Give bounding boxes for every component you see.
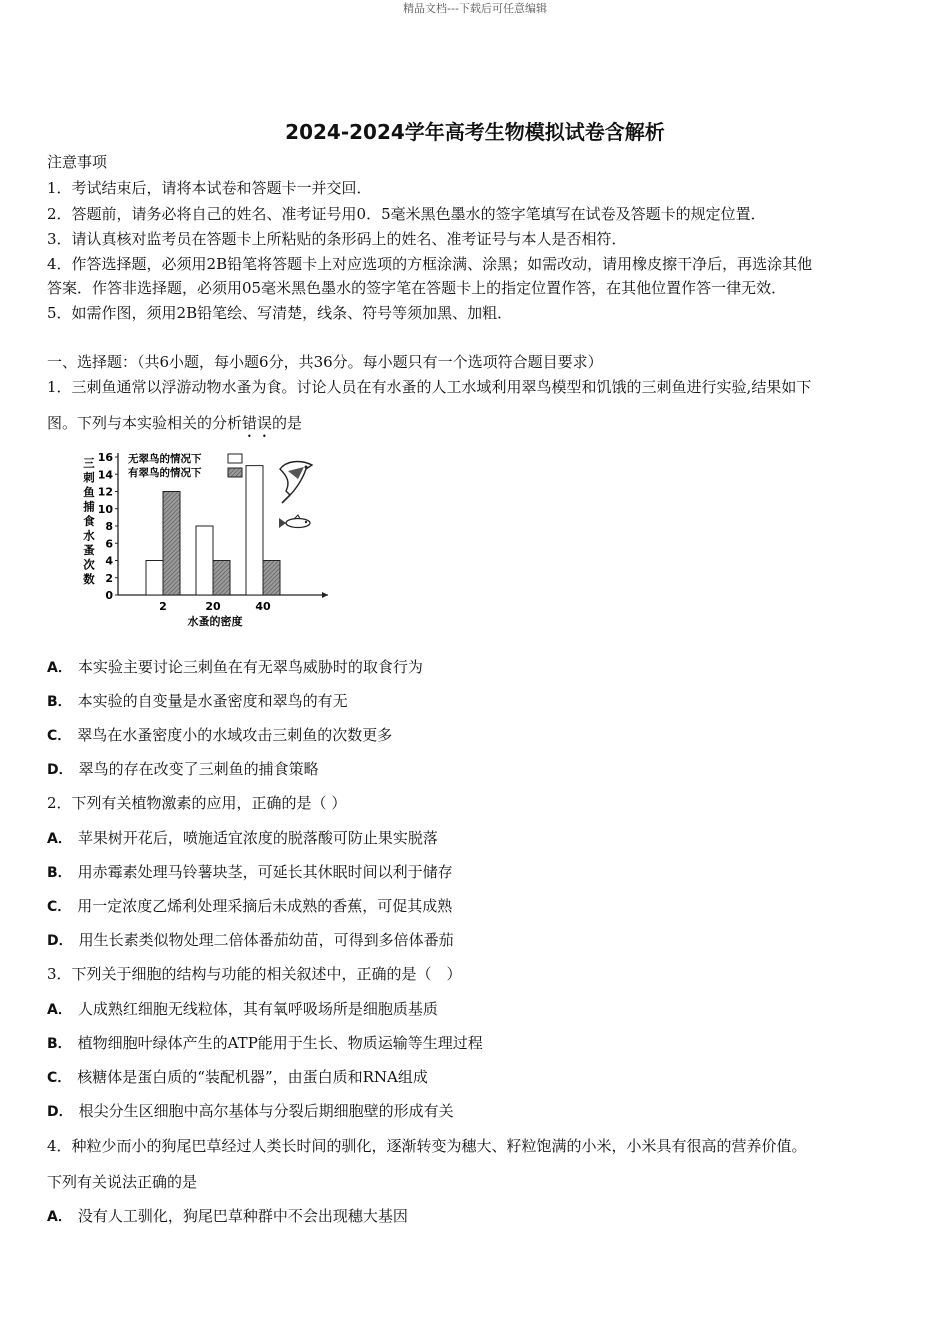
y-axis-label-char: 鱼	[83, 485, 95, 499]
q1-stem: 1．三刺鱼通常以浮游动物水蚤为食。讨论人员在有水蚤的人工水域利用翠鸟模型和饥饿的三刺鱼进行实验,结果如下	[47, 378, 812, 396]
legend-swatch	[228, 454, 242, 463]
y-tick-label: 4	[105, 554, 113, 568]
q2-option-d[interactable]: D． 用生长素类似物处理二倍体番茄幼苗，可得到多倍体番茄	[47, 931, 454, 949]
q3-stem: 3．下列关于细胞的结构与功能的相关叙述中，正确的是（ ）	[47, 965, 462, 983]
q4-option-a[interactable]: A． 没有人工驯化，狗尾巴草种群中不会出现穗大基因	[47, 1207, 408, 1225]
q4-stem-line2: 下列有关说法正确的是	[47, 1173, 198, 1191]
q2-option-c[interactable]: C． 用一定浓度乙烯利处理采摘后未成熟的香蕉，可促其成熟	[47, 897, 453, 915]
q1-option-c[interactable]: C． 翠鸟在水蚤密度小的水域攻击三刺鱼的次数更多	[47, 726, 393, 744]
notice-item: 3．请认真核对监考员在答题卡上所粘贴的条形码上的姓名、准考证号与本人是否相符．	[47, 230, 627, 248]
y-axis-label-char: 蚤	[83, 543, 95, 557]
q4-stem: 4．种粒少而小的狗尾巴草经过人类长时间的驯化，逐渐转变为穗大、籽粒饱满的小米，小米具有很高的营养价值。	[47, 1137, 807, 1155]
legend	[128, 452, 242, 479]
x-axis-label: 水蚤的密度	[187, 615, 243, 628]
y-axis-label-char: 捕	[83, 499, 95, 514]
notice-item: 1．考试结束后，请将本试卷和答题卡一并交回．	[47, 179, 372, 197]
q2-option-b[interactable]: B． 用赤霉素处理马铃薯块茎，可延长其休眠时间以利于储存	[47, 863, 453, 881]
x-axis-arrow	[322, 592, 328, 598]
q3-option-d[interactable]: D． 根尖分生区细胞中高尔基体与分裂后期细胞壁的形成有关	[47, 1102, 454, 1120]
bars	[146, 466, 280, 595]
bar	[246, 466, 263, 595]
bar	[263, 561, 280, 596]
section-heading: 一、选择题：（共6小题，每小题6分，共36分。每小题只有一个选项符合题目要求）	[47, 353, 603, 371]
q2-stem: 2．下列有关植物激素的应用，正确的是（ ）	[47, 794, 347, 812]
legend-swatch	[228, 468, 242, 477]
legend-label: 无翠鸟的情况下	[128, 453, 202, 465]
y-ticks	[98, 451, 118, 602]
x-tick-label: 20	[205, 600, 221, 613]
q1-option-a[interactable]: A． 本实验主要讨论三刺鱼在有无翠鸟威胁时的取食行为	[47, 658, 423, 676]
legend-label: 有翠鸟的情况下	[128, 467, 202, 479]
q1-stem-emphasis: 错误	[242, 414, 273, 432]
notice-item: 2．答题前，请务必将自己的姓名、准考证号用0．5毫米黑色墨水的签字笔填写在试卷及答题卡的规定位置．	[47, 205, 766, 223]
x-tick-label: 40	[255, 600, 271, 613]
notice-heading: 注意事项	[47, 153, 108, 171]
y-tick-label: 6	[105, 537, 113, 551]
y-tick-label: 0	[105, 589, 113, 602]
page-title: 2024-2024学年高考生物模拟试卷含解析	[285, 120, 665, 144]
y-axis-label-char: 刺	[83, 470, 95, 485]
x-ticks	[159, 600, 271, 613]
y-tick-label: 8	[105, 520, 113, 533]
y-tick-label: 10	[97, 502, 113, 516]
bar	[213, 561, 230, 596]
q1-option-d[interactable]: D． 翠鸟的存在改变了三刺鱼的捕食策略	[47, 760, 319, 778]
q1-option-b[interactable]: B． 本实验的自变量是水蚤密度和翠鸟的有无	[47, 692, 348, 710]
y-tick-label: 2	[105, 571, 113, 585]
y-tick-label: 16	[97, 451, 113, 464]
notice-item: 5．如需作图，须用2B铅笔绘、写清楚，线条、符号等须加黑、加粗．	[47, 304, 513, 322]
q3-option-a[interactable]: A． 人成熟红细胞无线粒体，其有氧呼吸场所是细胞质基质	[47, 1000, 438, 1018]
q3-option-c[interactable]: C． 核糖体是蛋白质的“装配机器”，由蛋白质和RNA组成	[47, 1068, 428, 1086]
y-tick-label: 14	[97, 468, 113, 482]
q1-stem-line2	[47, 413, 302, 441]
x-tick-label: 2	[159, 600, 167, 613]
y-axis-label-char: 数	[83, 572, 95, 586]
y-axis-label	[82, 456, 95, 586]
y-axis-label-char: 次	[83, 557, 95, 572]
bar	[146, 561, 163, 596]
notice-item: 4．作答选择题，必须用2B铅笔将答题卡上对应选项的方框涂满、涂黑；如需改动，请用橡皮擦干净后，再选涂其他	[47, 255, 813, 273]
q2-option-a[interactable]: A． 苹果树开花后，喷施适宜浓度的脱落酸可防止果实脱落	[47, 829, 438, 847]
fish-icon	[279, 515, 310, 528]
kingfisher-icon	[280, 462, 312, 503]
bar-chart-svg	[78, 447, 340, 633]
bar	[163, 492, 180, 596]
q1-stem-post: 的是	[272, 414, 303, 432]
bar-chart	[78, 447, 340, 633]
q3-option-b[interactable]: B． 植物细胞叶绿体产生的ATP能用于生长、物质运输等生理过程	[47, 1034, 483, 1052]
q1-stem-pre: 图。下列与本实验相关的分析	[47, 414, 243, 432]
y-axis-label-char: 食	[83, 514, 95, 528]
y-axis-label-char: 水	[83, 528, 95, 543]
header-note: 精品文档---下载后可任意编辑	[403, 2, 547, 15]
y-tick-label: 12	[97, 485, 113, 499]
bar	[196, 526, 213, 595]
notice-item: 答案．作答非选择题，必须用05毫米黑色墨水的签字笔在答题卡上的指定位置作答，在其他位置作答一律无效．	[47, 279, 787, 297]
y-axis-label-char: 三	[83, 456, 95, 470]
